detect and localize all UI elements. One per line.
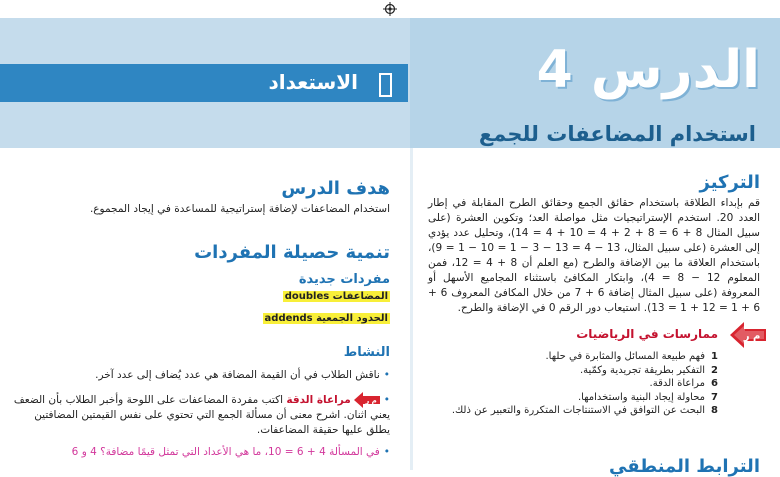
practices-list	[452, 350, 718, 418]
lesson-title: الدرس 4	[536, 40, 760, 100]
vocab-heading: تنمية حصيلة المفردات	[194, 242, 390, 263]
goal-heading: هدف الدرس	[281, 178, 390, 199]
list-item: 6مراعاة الدقة.	[649, 378, 718, 390]
column-divider	[410, 148, 413, 470]
list-item: 8البحث عن التوافق في الاستنتاجات المتكررة والتعبير عن ذلك.	[451, 405, 718, 417]
activity-bullet-1: •ناقش الطلاب في أن القيمة المضافة هي عدد يُضاف إلى عدد آخر.	[95, 369, 390, 381]
coherence-heading: الترابط المنطقي	[609, 456, 760, 477]
new-words-heading: مفردات جديدة	[298, 272, 390, 287]
vocab-word-doubles: المضاعفات doubles	[284, 291, 388, 302]
focus-heading: التركيز	[699, 172, 760, 193]
vocab-word-addends: الحدود الجمعية addends	[264, 313, 388, 324]
list-item: 7محاولة إيجاد البنية واستخدامها.	[577, 391, 718, 403]
svg-text:م ر: م ر	[743, 331, 761, 342]
lesson-subtitle: استخدام المضاعفات للجمع	[478, 122, 756, 146]
list-item: 2التفكير بطريقة تجريدية وكمّية.	[579, 364, 718, 376]
checkbox-icon	[379, 73, 392, 97]
activity-heading: النشاط	[343, 345, 390, 360]
activity-bullet-3: •في المسألة 4 + 6 = 10، ما هي الأعداد التي تمثل قيمًا مضافة؟ 4 و 6	[71, 446, 390, 458]
practices-heading: ممارسات في الرياضيات	[576, 327, 718, 341]
goal-body: استخدام المضاعفات لإضافة إستراتيجية للمساعدة في إيجاد المجموع.	[89, 203, 390, 215]
svg-text:م ر: م ر	[364, 397, 377, 405]
math-practice-arrow-icon	[354, 392, 380, 408]
crosshair-icon	[383, 2, 397, 16]
list-item: 1فهم طبيعة المسائل والمثابرة في حلها.	[545, 351, 718, 362]
focus-body: قم بإبداء الطلاقة باستخدام حقائق الجمع وحقائق الطرح المقابلة في إطار العدد 20. استخدم الإستراتيجيات مثل مواصلة العد؛ وتكوين العشرة (على سبيل المثال 8 + 6 = 8 + 2 + 4 = 10 + 4 = 14)، وتحليل عدد يؤدي إلى العشرة (على سبيل المثال، 13 − 4 = 13 − 3 − 1 = 10 − 1 = 9)، باستخدام العلاقة ما بين الإضافة والطرح (مع العلم أن 8 + 4 = 12، فمن المعلوم 12 − 8 = 4)، وابتكار المكافئ باستثناء المجاميع الأسهل أو المعروفة (على سبيل المثال إضافة 6 + 7 من خلال المكافئ المعروف 6 + 6 + 1 = 12 + 1 = 13). استيعاب دور الرقم 0 في الإضافة والطرح.	[428, 197, 760, 314]
activity-bullet-2: • م ر مراعاة الدقة اكتب مفردة المضاعفات على اللوحة وأخبر الطلاب بأن الضعف يعني اثنان. اشرح معنى أن مسألة الجمع التي تحتوي على نفس القيمتين المضافتين يطلق عليها حقيقة المضاعفات.	[13, 394, 390, 436]
preparation-title: الاستعداد	[268, 70, 358, 94]
math-practice-arrow-icon	[730, 322, 766, 348]
math-practices-box	[436, 318, 774, 428]
preparation-bar	[0, 64, 408, 102]
